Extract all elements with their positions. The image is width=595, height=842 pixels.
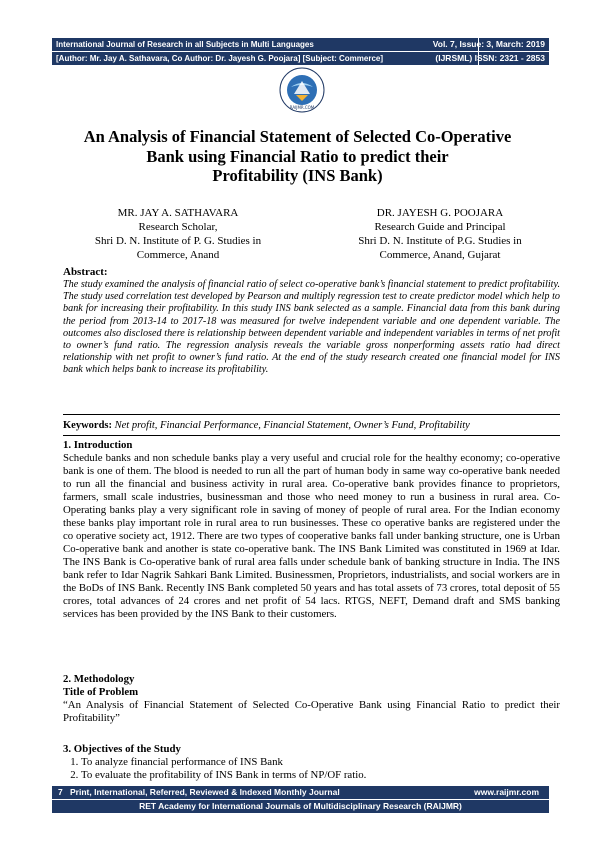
paper-title bbox=[60, 127, 535, 186]
author-header-bar bbox=[52, 52, 549, 65]
author-affiliation: Shri D. N. Institute of P. G. Studies in bbox=[94, 235, 262, 247]
rajmr-globe-logo-icon bbox=[279, 67, 325, 113]
volume-info: Vol. 7, Issue: 3, March: 2019 bbox=[432, 39, 545, 49]
keywords-text: Net profit, Financial Performance, Financial Statement, Owner’s Fund, Profitability bbox=[114, 420, 470, 431]
author-block-primary bbox=[73, 206, 283, 262]
abstract-text: The study examined the analysis of financial ratio of select co-operative bank’s financial statement to predict profitability. The study used correlation test developed by Pearson and multiply regression test to create predictor model which help to bank for increasing their profitability. In this study INS bank selected as a sample. Financial data from this bank during the period from 2013-14 to 2017-18 was measured for twelve independent variable and one dependent variable. The outcomes also disclosed there is relationship between dependent variable and independent variables in terms of net profit to owner’s fund ratio. The regression analysis reveals the variable gross nonperforming assets ratio had direct relationship with net profit to owner’s fund ratio. At the end of the study research created one financial model for INS bank which helps bank to increase its profitability. bbox=[63, 279, 560, 376]
objectives-heading: 3. Objectives of the Study bbox=[63, 743, 181, 755]
keywords-line bbox=[63, 420, 470, 431]
keywords-bottom-rule bbox=[63, 435, 560, 436]
author-role: Research Guide and Principal bbox=[374, 221, 506, 233]
journal-header-bar bbox=[52, 38, 549, 51]
problem-title-text: “An Analysis of Financial Statement of Selected Co-Operative Bank using Financial Ratio to predict their Profitability” bbox=[63, 699, 560, 724]
author-role: Research Scholar, bbox=[138, 221, 218, 233]
title-line: Bank using Financial Ratio to predict their bbox=[146, 146, 449, 166]
footer-journal-type: Print, International, Referred, Reviewed & Indexed Monthly Journal bbox=[70, 787, 340, 797]
keywords-top-rule bbox=[63, 414, 560, 415]
title-line: An Analysis of Financial Statement of Selected Co-Operative bbox=[83, 127, 512, 146]
footer-publisher-bar bbox=[52, 800, 549, 813]
author-location: Commerce, Anand, Gujarat bbox=[379, 249, 501, 261]
author-location: Commerce, Anand bbox=[136, 249, 220, 261]
journal-name: International Journal of Research in all Subjects in Multi Languages bbox=[56, 40, 314, 49]
methodology-heading: 2. Methodology bbox=[63, 673, 135, 685]
title-of-problem-heading: Title of Problem bbox=[63, 686, 139, 698]
objective-item: 2. To evaluate the profitability of INS Bank in terms of NP/OF ratio. bbox=[81, 769, 560, 782]
introduction-text: Schedule banks and non schedule banks play a very useful and crucial role for the healthy economy; co-operative bank is one of them. The blood is needed to run all the part of human body in same way co-operative bank needed to run all the financial and business activity in rural area. Co-operative bank provides finance to proprietors, farmers, small scale industries, businessman and those who need money to run a business in rural area. Co-Operating banks play a very significant role in saving of money of people of rural area. For the Indian economy these banks play important role in rural area to run businesses. These co operative banks are registered under the co operative society act, 1912. There are two types of cooperative banks fall under banking structure, one is Urban Co-operative bank and another is state co-operative bank. The INS Bank Limited was constituted in 1969 at Idar. The INS Bank is Co-operative bank of rural area falls under schedule bank of banking structure in India. The INS bank refer to Idar Nagrik Sahkari Bank Limited. Businessmen, Proprietors, industrialists, and social workers are in the BoDs of INS Bank. Recently INS Bank completed 50 years and has total assets of 73 crores, total deposit of 55 crores, total advances of 24 crores and net profit of 54 lacs. RTGS, NEFT, Demand draft and SMS banking services has been provided by the INS Bank to their customers. bbox=[63, 452, 560, 620]
author-name: MR. JAY A. SATHAVARA bbox=[117, 207, 239, 219]
methodology-section bbox=[63, 673, 560, 725]
introduction-section bbox=[63, 439, 560, 621]
objectives-list bbox=[63, 756, 560, 782]
logo-text: RAIJMR.COM bbox=[289, 105, 315, 110]
introduction-heading: 1. Introduction bbox=[63, 439, 133, 451]
footer-publisher: RET Academy for International Journals of Multidisciplinary Research (RAIJMR) bbox=[139, 801, 462, 811]
issn: (IJRSML) ISSN: 2321 - 2853 bbox=[435, 53, 545, 63]
footer-bar bbox=[52, 786, 549, 799]
author-name: DR. JAYESH G. POOJARA bbox=[376, 207, 504, 219]
objective-item: 1. To analyze financial performance of INS Bank bbox=[81, 756, 560, 769]
author-block-guide bbox=[335, 206, 545, 262]
title-line: Profitability (INS Bank) bbox=[212, 166, 383, 185]
header-authors: [Author: Mr. Jay A. Sathavara, Co Author: Dr. Jayesh G. Poojara] [Subject: Commerce] bbox=[56, 54, 384, 63]
objectives-section bbox=[63, 743, 560, 782]
page-number: 7 bbox=[58, 787, 63, 797]
abstract-heading: Abstract: bbox=[63, 266, 108, 278]
keywords-label: Keywords: bbox=[63, 420, 112, 431]
footer-website-link[interactable]: www.raijmr.com bbox=[474, 787, 539, 797]
author-affiliation: Shri D. N. Institute of P.G. Studies in bbox=[358, 235, 522, 247]
